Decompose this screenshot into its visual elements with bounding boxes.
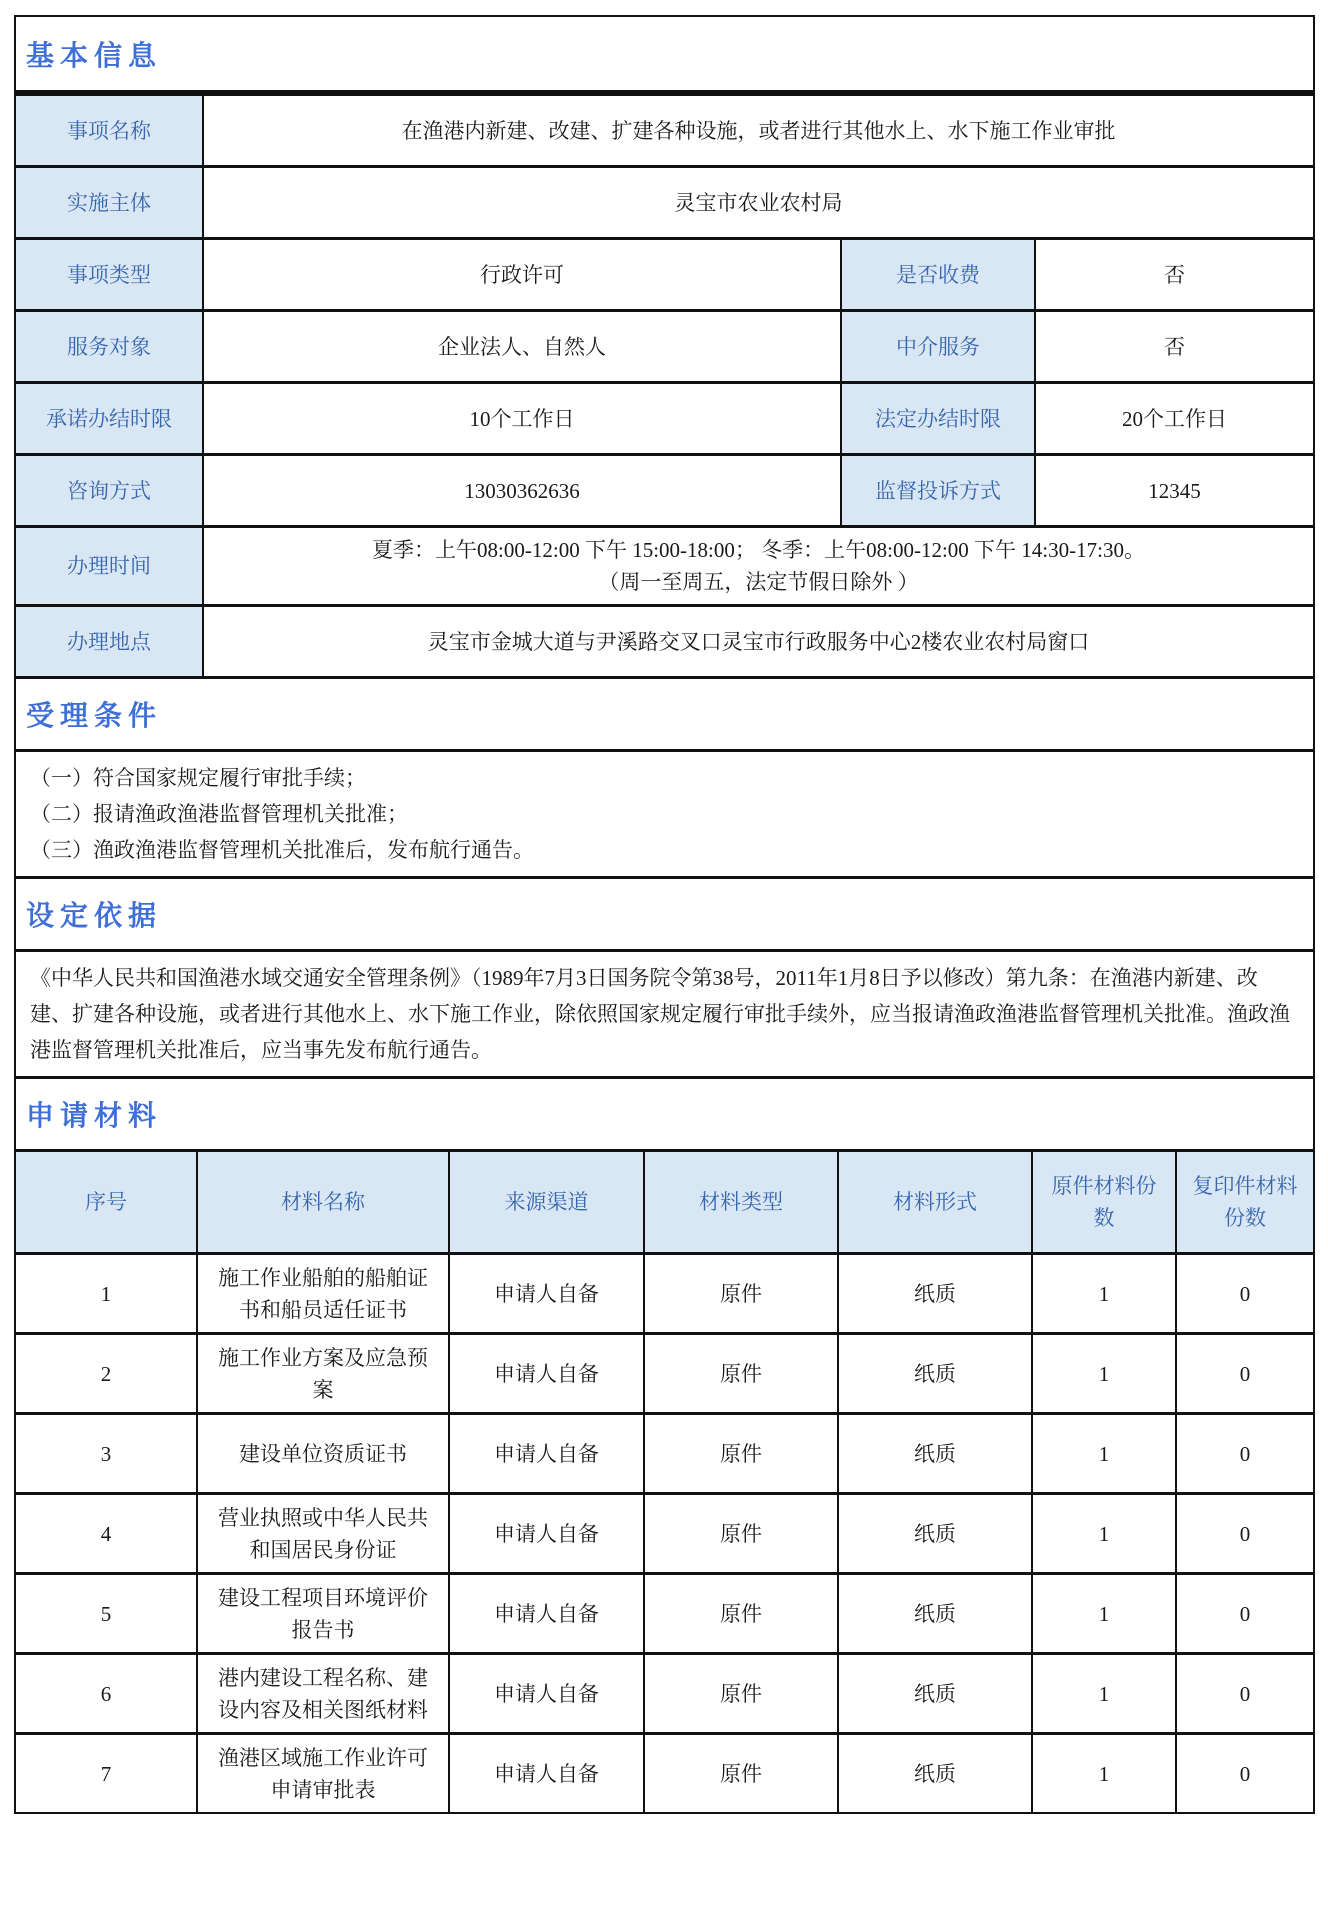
material-name: 施工作业方案及应急预案 bbox=[196, 1332, 448, 1412]
office-hours-line-1: 夏季：上午08:00-12:00 下午 15:00-18:00； 冬季：上午08:00-12:00 下午 14:30-17:30。 bbox=[372, 538, 1145, 562]
location-label: 办理地点 bbox=[16, 604, 202, 676]
intermediary-label: 中介服务 bbox=[840, 309, 1034, 381]
material-row bbox=[16, 1492, 1313, 1572]
material-copy-count: 0 bbox=[1175, 1252, 1313, 1332]
col-header-material-type: 材料类型 bbox=[643, 1152, 837, 1252]
material-source: 申请人自备 bbox=[448, 1732, 643, 1812]
implementer-label: 实施主体 bbox=[16, 165, 202, 237]
charge-value: 否 bbox=[1034, 237, 1313, 309]
material-type: 原件 bbox=[643, 1252, 837, 1332]
material-form: 纸质 bbox=[837, 1252, 1031, 1332]
row-office-hours bbox=[16, 525, 1313, 604]
material-form: 纸质 bbox=[837, 1412, 1031, 1492]
material-no: 2 bbox=[16, 1332, 196, 1412]
row-service-target bbox=[16, 309, 1313, 381]
material-original-count: 1 bbox=[1031, 1732, 1175, 1812]
item-type-label: 事项类型 bbox=[16, 237, 202, 309]
material-no: 4 bbox=[16, 1492, 196, 1572]
item-name-value: 在渔港内新建、改建、扩建各种设施，或者进行其他水上、水下施工作业审批 bbox=[202, 93, 1313, 165]
consult-phone-value: 13030362636 bbox=[202, 453, 840, 525]
material-copy-count: 0 bbox=[1175, 1412, 1313, 1492]
material-type: 原件 bbox=[643, 1572, 837, 1652]
legal-basis-text: 《中华人民共和国渔港水域交通安全管理条例》（1989年7月3日国务院令第38号，2011年1月8日予以修改）第九条：在渔港内新建、改建、扩建各种设施，或者进行其他水上、水下施工作业，除依照国家规定履行审批手续外，应当报请渔政渔港监督管理机关批准。渔政渔港监督管理机关批准后，应当事先发布航行通告。 bbox=[16, 949, 1313, 1076]
col-header-original-count: 原件材料份数 bbox=[1031, 1152, 1175, 1252]
complaint-phone-label: 监督投诉方式 bbox=[840, 453, 1034, 525]
material-name: 施工作业船舶的船舶证书和船员适任证书 bbox=[196, 1252, 448, 1332]
promised-time-value: 10个工作日 bbox=[202, 381, 840, 453]
promised-time-label: 承诺办结时限 bbox=[16, 381, 202, 453]
section-title-legal-basis: 设定依据 bbox=[16, 876, 1313, 949]
material-no: 1 bbox=[16, 1252, 196, 1332]
material-source: 申请人自备 bbox=[448, 1652, 643, 1732]
material-row bbox=[16, 1412, 1313, 1492]
material-original-count: 1 bbox=[1031, 1412, 1175, 1492]
material-row bbox=[16, 1252, 1313, 1332]
condition-line-3: （三）渔政渔港监督管理机关批准后，发布航行通告。 bbox=[30, 838, 534, 862]
materials-header-row bbox=[16, 1152, 1313, 1252]
row-item-name bbox=[16, 93, 1313, 165]
material-name: 营业执照或中华人民共和国居民身份证 bbox=[196, 1492, 448, 1572]
service-target-label: 服务对象 bbox=[16, 309, 202, 381]
section-title-basic-info: 基本信息 bbox=[16, 17, 1313, 90]
row-time-limits bbox=[16, 381, 1313, 453]
material-copy-count: 0 bbox=[1175, 1652, 1313, 1732]
material-original-count: 1 bbox=[1031, 1572, 1175, 1652]
row-implementer bbox=[16, 165, 1313, 237]
material-source: 申请人自备 bbox=[448, 1252, 643, 1332]
item-type-value: 行政许可 bbox=[202, 237, 840, 309]
complaint-phone-value: 12345 bbox=[1034, 453, 1313, 525]
service-item-document bbox=[14, 15, 1315, 1814]
material-no: 3 bbox=[16, 1412, 196, 1492]
material-form: 纸质 bbox=[837, 1732, 1031, 1812]
condition-line-1: （一）符合国家规定履行审批手续； bbox=[30, 766, 366, 790]
material-name: 建设工程项目环境评价报告书 bbox=[196, 1572, 448, 1652]
office-hours-value bbox=[202, 525, 1313, 604]
col-header-no: 序号 bbox=[16, 1152, 196, 1252]
materials-table-body bbox=[16, 1252, 1313, 1812]
basic-info-table bbox=[16, 90, 1313, 676]
material-row bbox=[16, 1332, 1313, 1412]
intermediary-value: 否 bbox=[1034, 309, 1313, 381]
material-copy-count: 0 bbox=[1175, 1332, 1313, 1412]
material-original-count: 1 bbox=[1031, 1492, 1175, 1572]
material-no: 5 bbox=[16, 1572, 196, 1652]
materials-table bbox=[16, 1149, 1313, 1812]
condition-line-2: （二）报请渔政渔港监督管理机关批准； bbox=[30, 802, 408, 826]
location-value: 灵宝市金城大道与尹溪路交叉口灵宝市行政服务中心2楼农业农村局窗口 bbox=[202, 604, 1313, 676]
material-type: 原件 bbox=[643, 1412, 837, 1492]
material-copy-count: 0 bbox=[1175, 1492, 1313, 1572]
charge-label: 是否收费 bbox=[840, 237, 1034, 309]
section-title-acceptance: 受理条件 bbox=[16, 676, 1313, 749]
material-original-count: 1 bbox=[1031, 1652, 1175, 1732]
row-location bbox=[16, 604, 1313, 676]
material-no: 7 bbox=[16, 1732, 196, 1812]
statutory-time-label: 法定办结时限 bbox=[840, 381, 1034, 453]
item-name-label: 事项名称 bbox=[16, 93, 202, 165]
material-original-count: 1 bbox=[1031, 1252, 1175, 1332]
col-header-source: 来源渠道 bbox=[448, 1152, 643, 1252]
material-original-count: 1 bbox=[1031, 1332, 1175, 1412]
statutory-time-value: 20个工作日 bbox=[1034, 381, 1313, 453]
material-type: 原件 bbox=[643, 1732, 837, 1812]
implementer-value: 灵宝市农业农村局 bbox=[202, 165, 1313, 237]
material-form: 纸质 bbox=[837, 1492, 1031, 1572]
acceptance-conditions-text bbox=[16, 749, 1313, 876]
office-hours-label: 办理时间 bbox=[16, 525, 202, 604]
material-form: 纸质 bbox=[837, 1572, 1031, 1652]
service-target-value: 企业法人、自然人 bbox=[202, 309, 840, 381]
material-no: 6 bbox=[16, 1652, 196, 1732]
material-copy-count: 0 bbox=[1175, 1732, 1313, 1812]
material-type: 原件 bbox=[643, 1492, 837, 1572]
col-header-material-form: 材料形式 bbox=[837, 1152, 1031, 1252]
material-copy-count: 0 bbox=[1175, 1572, 1313, 1652]
material-name: 建设单位资质证书 bbox=[196, 1412, 448, 1492]
material-row bbox=[16, 1572, 1313, 1652]
material-form: 纸质 bbox=[837, 1652, 1031, 1732]
material-row bbox=[16, 1652, 1313, 1732]
material-type: 原件 bbox=[643, 1652, 837, 1732]
section-title-materials: 申请材料 bbox=[16, 1076, 1313, 1149]
material-source: 申请人自备 bbox=[448, 1412, 643, 1492]
material-name: 渔港区域施工作业许可申请审批表 bbox=[196, 1732, 448, 1812]
material-name: 港内建设工程名称、建设内容及相关图纸材料 bbox=[196, 1652, 448, 1732]
row-phones bbox=[16, 453, 1313, 525]
material-type: 原件 bbox=[643, 1332, 837, 1412]
row-item-type bbox=[16, 237, 1313, 309]
col-header-material-name: 材料名称 bbox=[196, 1152, 448, 1252]
material-source: 申请人自备 bbox=[448, 1492, 643, 1572]
consult-phone-label: 咨询方式 bbox=[16, 453, 202, 525]
material-source: 申请人自备 bbox=[448, 1332, 643, 1412]
office-hours-line-2: （周一至周五，法定节假日除外 ） bbox=[598, 570, 919, 594]
material-source: 申请人自备 bbox=[448, 1572, 643, 1652]
material-row bbox=[16, 1732, 1313, 1812]
material-form: 纸质 bbox=[837, 1332, 1031, 1412]
col-header-copy-count: 复印件材料份数 bbox=[1175, 1152, 1313, 1252]
